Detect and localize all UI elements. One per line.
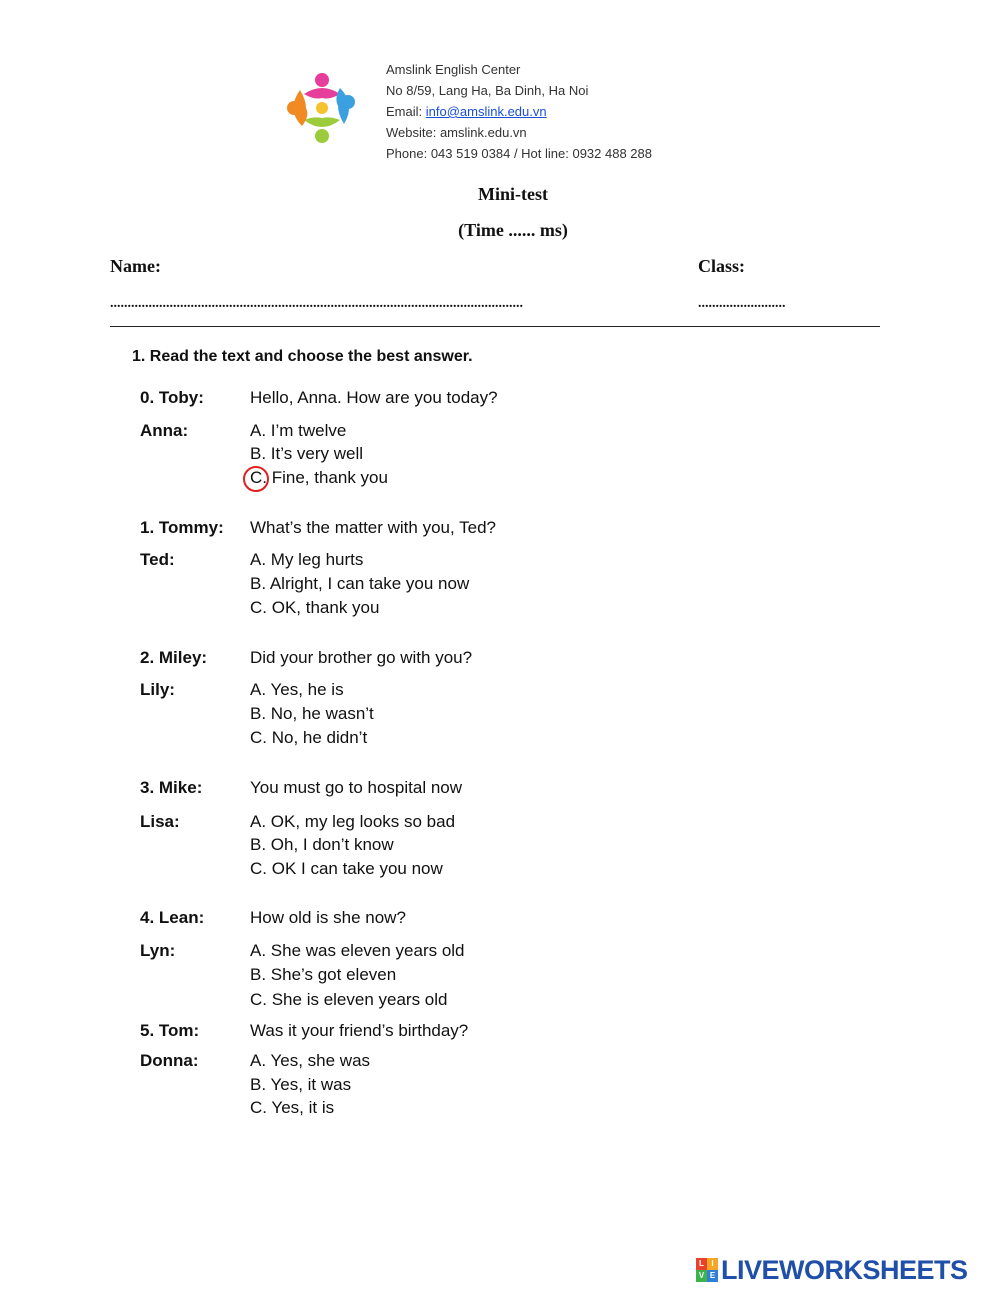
class-field[interactable]: ......................... — [698, 296, 786, 311]
option-b[interactable]: B. Oh, I don’t know — [250, 835, 394, 854]
name-label: Name: — [110, 256, 161, 276]
answer-speaker: Anna: — [140, 421, 189, 440]
question-speaker: 5. Tom: — [140, 1021, 200, 1040]
email-label: Email: — [386, 104, 426, 119]
logo-letter: L — [696, 1258, 707, 1270]
option-a[interactable]: A. My leg hurts — [250, 550, 364, 569]
question-speaker: 3. Mike: — [140, 778, 203, 797]
question-speaker: 4. Lean: — [140, 908, 205, 927]
header-divider — [110, 326, 880, 327]
center-info — [386, 59, 652, 164]
time-subtitle: (Time ...... ms) — [458, 220, 568, 240]
option-c[interactable]: C. No, he didn’t — [250, 728, 368, 747]
option-b[interactable]: B. It’s very well — [250, 444, 364, 463]
answer-speaker: Ted: — [140, 550, 175, 569]
email-line — [386, 101, 652, 122]
option-b[interactable]: B. No, he wasn’t — [250, 704, 374, 723]
org-name: Amslink English Center — [386, 62, 521, 77]
option-a[interactable]: A. OK, my leg looks so bad — [250, 812, 456, 831]
website: Website: amslink.edu.vn — [386, 125, 527, 140]
liveworksheets-brand[interactable] — [696, 1255, 968, 1285]
section-title: 1. Read the text and choose the best answer. — [132, 348, 473, 365]
class-label: Class: — [698, 256, 746, 276]
answer-speaker: Lyn: — [140, 941, 176, 960]
question-speaker: 0. Toby: — [140, 388, 204, 407]
option-b[interactable]: B. Yes, it was — [250, 1075, 352, 1094]
option-b[interactable]: B. She’s got eleven — [250, 965, 397, 984]
address: No 8/59, Lang Ha, Ba Dinh, Ha Noi — [386, 83, 589, 98]
question-speaker: 1. Tommy: — [140, 518, 224, 537]
amslink-logo-icon — [282, 64, 362, 150]
option-c[interactable]: C. OK I can take you now — [250, 859, 443, 878]
option-a[interactable]: A. Yes, he is — [250, 680, 344, 699]
option-a[interactable]: A. Yes, she was — [250, 1051, 371, 1070]
phone: Phone: 043 519 0384 / Hot line: 0932 488 288 — [386, 146, 652, 161]
question-text: Did your brother go with you? — [250, 648, 473, 667]
logo-letter: I — [707, 1258, 718, 1270]
answer-speaker: Donna: — [140, 1051, 199, 1070]
question-text: Hello, Anna. How are you today? — [250, 388, 498, 407]
question-text: What’s the matter with you, Ted? — [250, 518, 496, 537]
question-text: You must go to hospital now — [250, 778, 463, 797]
answer-speaker: Lisa: — [140, 812, 180, 831]
question-text: Was it your friend’s birthday? — [250, 1021, 469, 1040]
option-b[interactable]: B. Alright, I can take you now — [250, 574, 470, 593]
logo-letter: E — [707, 1270, 718, 1282]
option-a[interactable]: A. She was eleven years old — [250, 941, 465, 960]
option-c[interactable]: C. OK, thank you — [250, 598, 380, 617]
answer-speaker: Lily: — [140, 680, 175, 699]
option-a[interactable]: A. I’m twelve — [250, 421, 347, 440]
option-c[interactable]: C. Fine, thank you — [250, 468, 388, 487]
name-field[interactable]: ...................................................................................................................... — [110, 296, 523, 311]
liveworksheets-wordmark: LIVEWORKSHEETS — [721, 1254, 968, 1285]
liveworksheets-logo-icon — [696, 1258, 718, 1282]
question-text: How old is she now? — [250, 908, 406, 927]
option-c[interactable]: C. Yes, it is — [250, 1098, 335, 1117]
page-title: Mini-test — [478, 184, 548, 204]
answer-circle-mark — [243, 466, 269, 492]
email-link[interactable]: info@amslink.edu.vn — [425, 104, 547, 119]
option-c[interactable]: C. She is eleven years old — [250, 990, 448, 1009]
logo-letter: V — [696, 1270, 707, 1282]
question-speaker: 2. Miley: — [140, 648, 208, 667]
